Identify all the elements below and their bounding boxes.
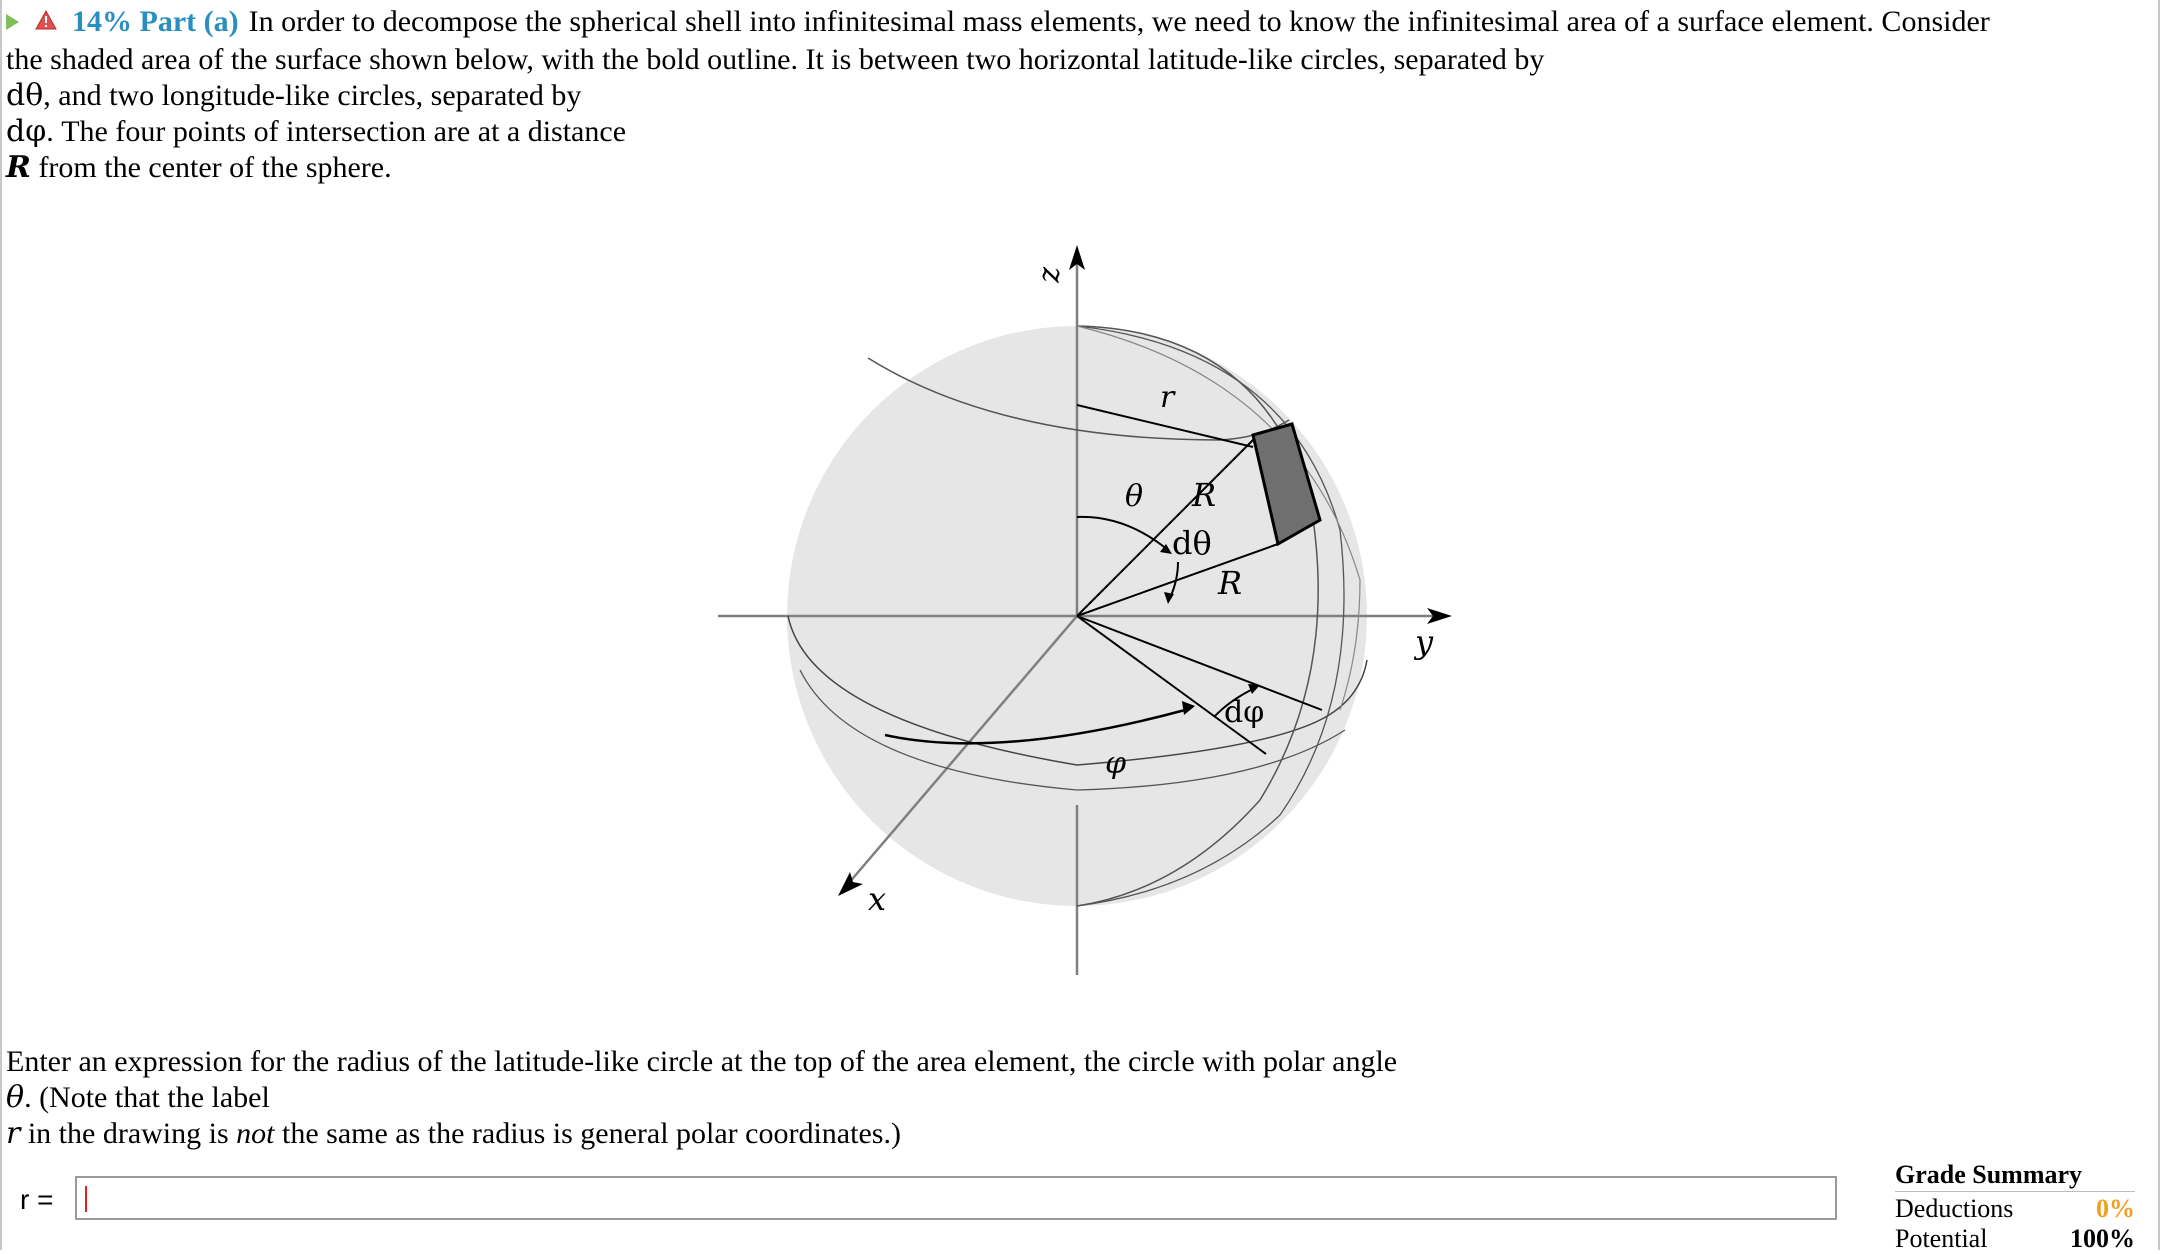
question-line-1: Enter an expression for the radius of the latitude-like circle at the top of the area element, the circle with polar angle — [6, 1045, 1398, 1078]
problem-line-3: dθ, and two longitude-like circles, separated by — [6, 78, 582, 114]
x-axis-label: x — [868, 880, 887, 918]
theta-label: θ — [1125, 479, 1144, 514]
dphi-label: dφ — [1224, 695, 1265, 730]
problem-line-1 — [6, 4, 2146, 42]
R-top-label: R — [1192, 476, 1217, 514]
potential-value: 100% — [2070, 1224, 2135, 1253]
problem-statement — [6, 4, 2146, 186]
z-axis-label: z — [1035, 267, 1070, 283]
warning-icon — [35, 3, 57, 39]
question-line-2: θ. (Note that the label — [6, 1080, 270, 1115]
problem-line-5: R from the center of the sphere. — [6, 150, 392, 186]
grade-summary-title: Grade Summary — [1895, 1160, 2135, 1192]
deductions-row — [1895, 1194, 2135, 1224]
problem-line-4: dφ. The four points of intersection are at a distance — [6, 114, 627, 150]
r-label: r — [1160, 380, 1175, 415]
question-line-3: r in the drawing is not the same as the radius is general polar coordinates.) — [6, 1116, 901, 1151]
answer-input[interactable] — [75, 1176, 1837, 1220]
answer-label: r = — [20, 1184, 54, 1215]
potential-row — [1895, 1224, 2135, 1254]
sphere-diagram — [700, 230, 1480, 990]
dtheta-label: dθ — [1172, 524, 1212, 562]
phi-label: φ — [1105, 746, 1127, 781]
deductions-value: 0% — [2096, 1194, 2135, 1223]
problem-text-1: In order to decompose the spherical shell into infinitesimal mass elements, we need to know the infinitesimal area of a surface element. Consider — [248, 5, 1990, 38]
grade-summary — [1895, 1160, 2135, 1254]
deductions-label: Deductions — [1895, 1194, 2014, 1223]
y-axis-label: y — [1415, 623, 1434, 661]
R-bottom-label: R — [1218, 564, 1243, 602]
x-axis-arrowhead — [838, 872, 863, 896]
text-caret — [85, 1186, 87, 1212]
play-icon[interactable] — [6, 14, 19, 30]
potential-label: Potential — [1895, 1224, 1988, 1253]
question-prompt — [6, 1044, 1606, 1152]
part-percent: 14% Part (a) — [72, 5, 239, 38]
problem-line-2: the shaded area of the surface shown below, with the bold outline. It is between two horizontal latitude-like circles, separated by — [6, 43, 1545, 77]
